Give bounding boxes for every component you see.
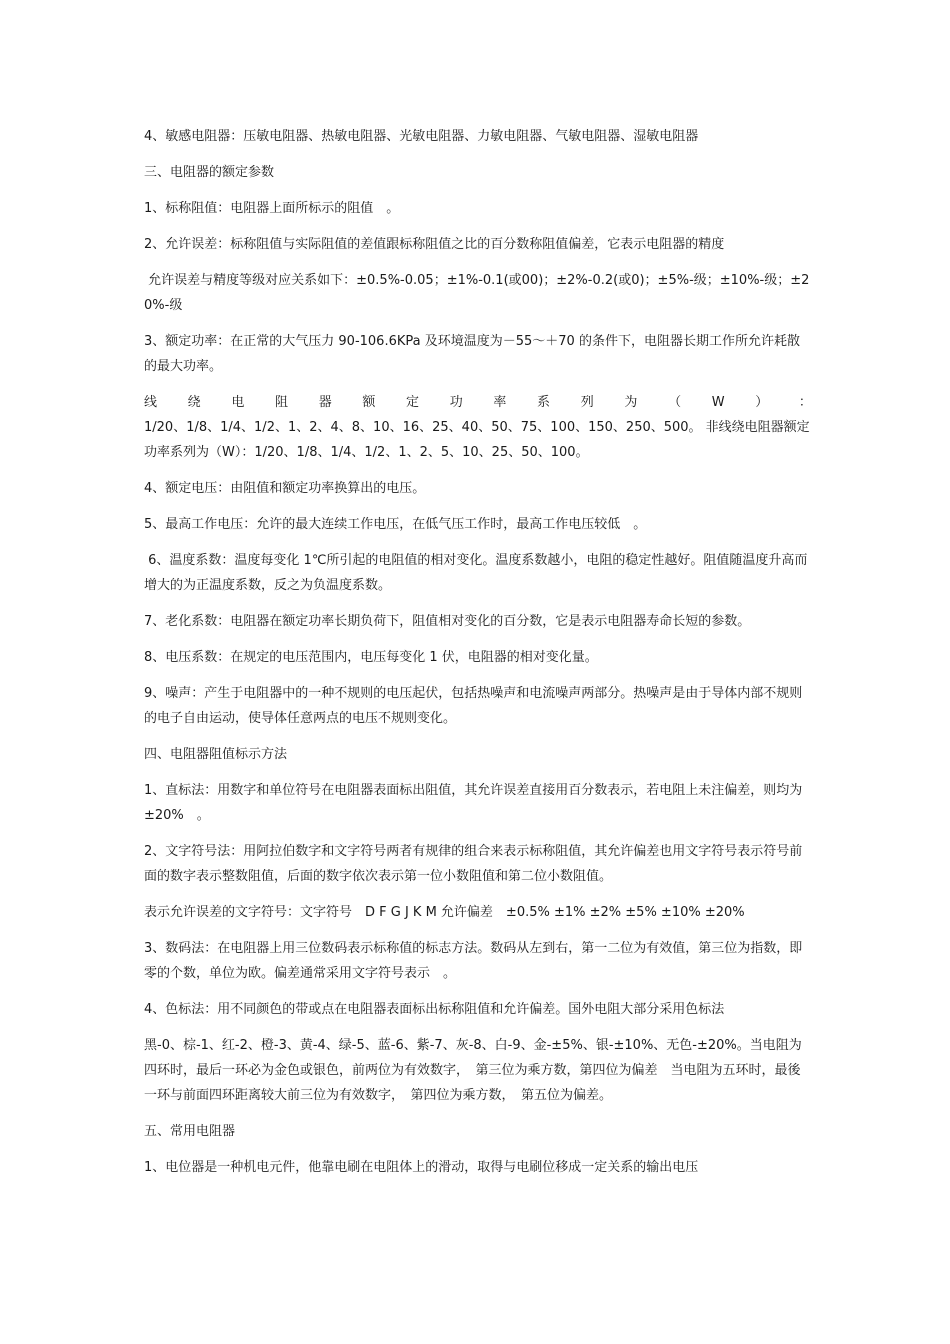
paragraph-aging-coefficient: 7、老化系数：电阻器在额定功率长期负荷下，阻值相对变化的百分数，它是表示电阻器寿命长短的参数。 xyxy=(144,614,751,629)
paragraph-potentiometer: 1、电位器是一种机电元件，他靠电刷在电阻体上的滑动，取得与电刷位移成一定关系的输出电压 xyxy=(144,1160,699,1175)
char: （ xyxy=(668,395,682,410)
justified-line xyxy=(144,390,812,415)
char: 系 xyxy=(537,395,551,410)
char: 电 xyxy=(231,395,245,410)
document-page xyxy=(144,124,812,1191)
char: 阻 xyxy=(275,395,289,410)
char: 额 xyxy=(362,395,376,410)
section-heading-marking-methods: 四、电阻器阻值标示方法 xyxy=(144,747,288,762)
paragraph-nominal-resistance: 1、标称阻值：电阻器上面所标示的阻值 。 xyxy=(144,201,400,216)
paragraph-wirewound-power-series xyxy=(144,390,812,465)
char: ） xyxy=(755,395,769,410)
paragraph-rated-power: 3、额定功率：在正常的大气压力 90-106.6KPa 及环境温度为－55～＋70 的条件下，电阻器长期工作所允许耗散的最大功率。 xyxy=(144,334,800,374)
paragraph-numeric-code-method: 3、数码法：在电阻器上用三位数码表示标称值的标志方法。数码从左到右，第一二位为有效值，第三位为指数，即零的个数，单位为欧。偏差通常采用文字符号表示 。 xyxy=(144,941,803,981)
paragraph-max-working-voltage: 5、最高工作电压：允许的最大连续工作电压，在低气压工作时，最高工作电压较低 。 xyxy=(144,517,647,532)
paragraph-tolerance-grades: 允许误差与精度等级对应关系如下：±0.5%-0.05；±1%-0.1(或00)；±2%-0.2(或0)；±5%-级；±10%-级；±20%-级 xyxy=(144,273,810,313)
power-series-values: 1/20、1/8、1/4、1/2、1、2、4、8、10、16、25、40、50、75、100、150、250、500。 非线绕电阻器额定功率系列为（W）：1/20、1/8、1/4、1/2、1、2、5、10、25、50、100。 xyxy=(144,420,810,460)
char: 为 xyxy=(624,395,638,410)
paragraph-temperature-coefficient: 6、温度系数：温度每变化 1℃所引起的电阻值的相对变化。温度系数越小，电阻的稳定性越好。阻值随温度升高而增大的为正温度系数，反之为负温度系数。 xyxy=(144,553,808,593)
char: 线 xyxy=(144,395,158,410)
char: 定 xyxy=(406,395,420,410)
paragraph-text-symbol-method: 2、文字符号法：用阿拉伯数字和文字符号两者有规律的组合来表示标称阻值，其允许偏差也用文字符号表示符号前面的数字表示整数阻值，后面的数字依次表示第一位小数阻值和第二位小数阻值。 xyxy=(144,844,803,884)
paragraph-sensitive-resistors: 4、敏感电阻器：压敏电阻器、热敏电阻器、光敏电阻器、力敏电阻器、气敏电阻器、湿敏电阻器 xyxy=(144,129,699,144)
char: ： xyxy=(798,395,812,410)
section-heading-common-resistors: 五、常用电阻器 xyxy=(144,1124,236,1139)
paragraph-rated-voltage: 4、额定电压：由阻值和额定功率换算出的电压。 xyxy=(144,481,426,496)
char: 器 xyxy=(318,395,332,410)
char: 功 xyxy=(449,395,463,410)
paragraph-tolerance: 2、允许误差：标称阻值与实际阻值的差值跟标称阻值之比的百分数称阻值偏差，它表示电阻器的精度 xyxy=(144,237,725,252)
section-heading-rated-parameters: 三、电阻器的额定参数 xyxy=(144,165,275,180)
paragraph-color-code-method: 4、色标法：用不同颜色的带或点在电阻器表面标出标称阻值和允许偏差。国外电阻大部分采用色标法 xyxy=(144,1002,725,1017)
paragraph-noise: 9、噪声：产生于电阻器中的一种不规则的电压起伏，包括热噪声和电流噪声两部分。热噪声是由于导体内部不规则的电子自由运动，使导体任意两点的电压不规则变化。 xyxy=(144,686,803,726)
char: W xyxy=(711,395,725,410)
char: 绕 xyxy=(187,395,201,410)
char: 率 xyxy=(493,395,507,410)
paragraph-tolerance-symbols: 表示允许误差的文字符号：文字符号 D F G J K M 允许偏差 ±0.5% ±1% ±2% ±5% ±10% ±20% xyxy=(144,905,745,920)
paragraph-voltage-coefficient: 8、电压系数：在规定的电压范围内，电压每变化 1 伏，电阻器的相对变化量。 xyxy=(144,650,598,665)
paragraph-color-code-values: 黑-0、棕-1、红-2、橙-3、黄-4、绿-5、蓝-6、紫-7、灰-8、白-9、金-±5%、银-±10%、无色-±20%。当电阻为四环时，最后一环必为金色或银色，前两位为有效数字， 第三位为乘方数，第四位为偏差 当电阻为五环时，最後一环与前面四环距离较大前三位为有效数字， 第四位为乘方数， 第五位为偏差。 xyxy=(144,1038,802,1103)
paragraph-direct-marking: 1、直标法：用数字和单位符号在电阻器表面标出阻值，其允许误差直接用百分数表示，若电阻上未注偏差，则均为±20% 。 xyxy=(144,783,803,823)
char: 列 xyxy=(580,395,594,410)
